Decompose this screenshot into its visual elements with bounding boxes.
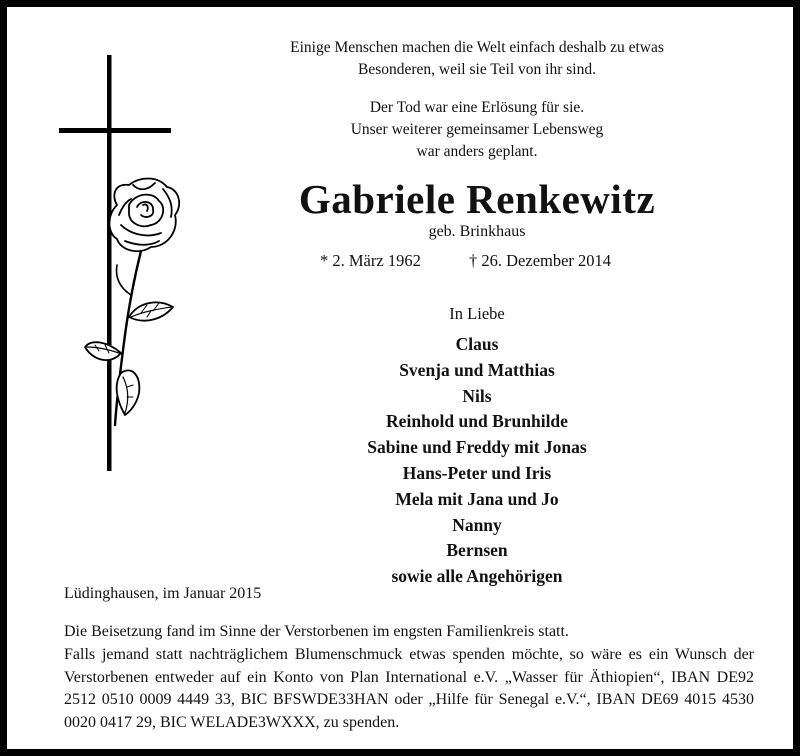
born-name: geb. Brinkhaus: [428, 223, 526, 240]
rose-icon: [85, 179, 179, 426]
place-date: Lüdinghausen, im Januar 2015: [64, 585, 262, 602]
quote-line: Einige Menschen machen die Welt einfach deshalb zu etwas: [290, 39, 664, 56]
in-love-heading: In Liebe: [449, 304, 505, 323]
mourner-name: Sabine und Freddy mit Jonas: [367, 437, 587, 458]
mourner-name: Nils: [462, 385, 492, 406]
mourner-list: [287, 332, 667, 590]
mourner-name: Nanny: [452, 514, 502, 535]
death-date: † 26. Dezember 2014: [469, 251, 612, 270]
cross-icon: [55, 55, 185, 475]
quote-line: Unser weiterer gemeinsamer Lebensweg: [350, 121, 604, 138]
quote-line: Besonderen, weil sie Teil von ihr sind.: [358, 61, 596, 78]
mourner-name: Bernsen: [446, 540, 508, 561]
funeral-note: Die Beisetzung fand im Sinne der Verstorbenen im engsten Familienkreis statt.: [64, 623, 569, 640]
mourner-name: Claus: [455, 334, 499, 354]
quote-line: Der Tod war eine Erlösung für sie.: [369, 99, 585, 116]
birth-date: * 2. März 1962: [320, 251, 421, 270]
donation-note: Falls jemand statt nachträglichem Blumenschmuck etwas spenden möchte, so wäre es ein Wunsch der Verstorbenen entweder auf ein Konto von Plan International e.V. „Wasser für Äthiopien“, IBAN DE92 2512 0510 0009 4449 33, BIC BFSWDE33HAN oder „Hilfe für Senegal e.V.“, IBAN DE69 4015 4530 0020 0417 29, BIC WELADE3WXXX, zu spenden.: [64, 646, 754, 731]
quote-line: war anders geplant.: [416, 143, 538, 160]
mourner-name: Hans-Peter und Iris: [402, 462, 552, 483]
mourner-name: Reinhold und Brunhilde: [386, 411, 568, 432]
mourner-name: Mela mit Jana und Jo: [395, 488, 559, 509]
mourner-name: sowie alle Angehörigen: [391, 566, 563, 587]
mourner-name: Svenja und Matthias: [399, 359, 555, 380]
deceased-name: Gabriele Renkewitz: [298, 176, 656, 222]
